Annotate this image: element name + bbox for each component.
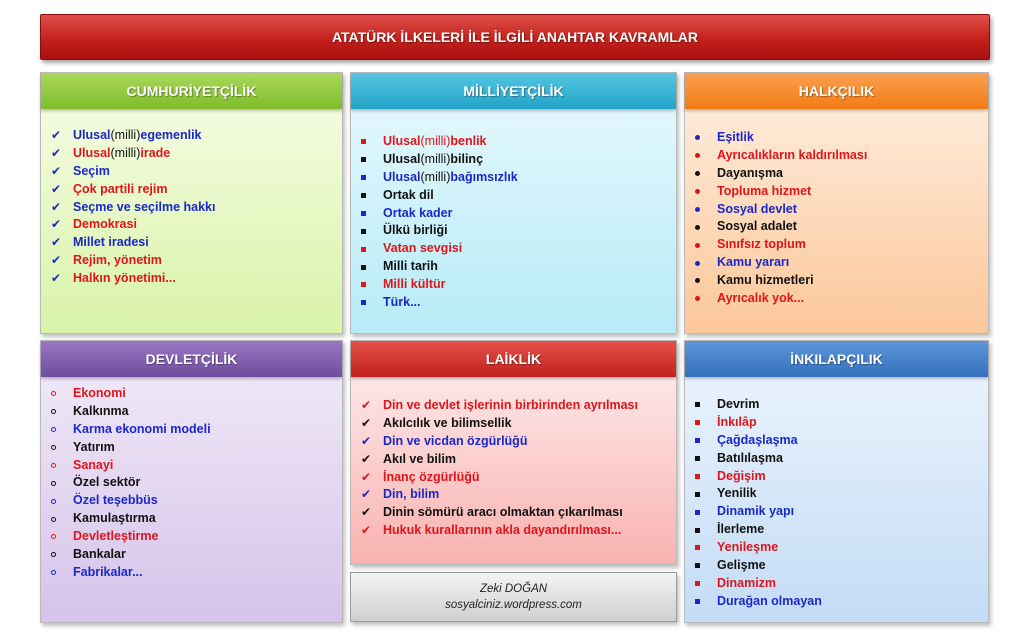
card-heading: MİLLİYETÇİLİK: [351, 73, 676, 109]
check-icon: [361, 504, 383, 522]
check-icon: [361, 415, 383, 433]
list-item: Ulusal (milli) benlik: [361, 133, 676, 151]
round-bullet-icon: [695, 147, 717, 165]
list-item: ✔ Dinin sömürü aracı olmaktan çıkarılması: [361, 504, 676, 522]
check-icon: [51, 145, 73, 163]
ring-bullet-icon: [51, 457, 73, 475]
card-devletcilik: [40, 340, 343, 623]
list-item: İnkılâp: [695, 414, 988, 432]
square-bullet-icon: [695, 432, 717, 450]
card-milliyetcilik: [350, 72, 677, 334]
round-bullet-icon: [695, 129, 717, 147]
check-icon: [361, 522, 383, 540]
list-item: Devrim: [695, 396, 988, 414]
check-icon: [51, 234, 73, 252]
list-item: Özel teşebbüs: [51, 492, 342, 510]
list-item: Sanayi: [51, 457, 342, 475]
list-item: ✔ Çok partili rejim: [51, 181, 342, 199]
list-item: ✔ Rejim, yönetim: [51, 252, 342, 270]
list-item: ✔ Demokrasi: [51, 216, 342, 234]
list-item: ✔ Seçme ve seçilme hakkı: [51, 199, 342, 217]
list-item: ✔ Seçim: [51, 163, 342, 181]
ring-bullet-icon: [51, 421, 73, 439]
card-heading: İNKILAPÇILIK: [685, 341, 988, 377]
list-item: ✔ Halkın yönetimi...: [51, 270, 342, 288]
square-bullet-icon: [695, 593, 717, 611]
square-bullet-icon: [695, 468, 717, 486]
list-item: Ulusal (milli) bilinç: [361, 151, 676, 169]
list-item: ✔ Ulusal (milli) irade: [51, 145, 342, 163]
list-item: Ayrıcalıkların kaldırılması: [695, 147, 988, 165]
check-icon: [51, 252, 73, 270]
round-bullet-icon: [695, 290, 717, 308]
list-item: Ortak kader: [361, 205, 676, 223]
page-title-banner: [40, 14, 990, 60]
card-heading: LAİKLİK: [351, 341, 676, 377]
list-item: ✔ Akılcılık ve bilimsellik: [361, 415, 676, 433]
round-bullet-icon: [695, 236, 717, 254]
ring-bullet-icon: [51, 403, 73, 421]
list-item: Batılılaşma: [695, 450, 988, 468]
round-bullet-icon: [695, 201, 717, 219]
ring-bullet-icon: [51, 528, 73, 546]
list-item: Karma ekonomi modeli: [51, 421, 342, 439]
ring-bullet-icon: [51, 492, 73, 510]
square-bullet-icon: [361, 276, 383, 294]
list-item: Sınıfsız toplum: [695, 236, 988, 254]
list-item: Yenileşme: [695, 539, 988, 557]
list-item: Topluma hizmet: [695, 183, 988, 201]
list-item: ✔ Hukuk kurallarının akla dayandırılması...: [361, 522, 676, 540]
round-bullet-icon: [695, 254, 717, 272]
list-item: ✔ Millet iradesi: [51, 234, 342, 252]
check-icon: [51, 127, 73, 145]
ring-bullet-icon: [51, 546, 73, 564]
list-item: İlerleme: [695, 521, 988, 539]
list-item: Kamu yararı: [695, 254, 988, 272]
square-bullet-icon: [361, 240, 383, 258]
list-item: ✔ Ulusal (milli) egemenlik: [51, 127, 342, 145]
check-icon: [51, 270, 73, 288]
concept-list: [685, 377, 988, 611]
square-bullet-icon: [695, 414, 717, 432]
page-title: ATATÜRK İLKELERİ İLE İLGİLİ ANAHTAR KAVRAMLAR: [331, 29, 699, 45]
check-icon: [361, 469, 383, 487]
list-item: ✔ İnanç özgürlüğü: [361, 469, 676, 487]
square-bullet-icon: [695, 521, 717, 539]
list-item: Değişim: [695, 468, 988, 486]
list-item: Özel sektör: [51, 474, 342, 492]
square-bullet-icon: [361, 222, 383, 240]
square-bullet-icon: [695, 539, 717, 557]
check-icon: [361, 433, 383, 451]
card-cumhuriyetcilik: [40, 72, 343, 334]
list-item: Durağan olmayan: [695, 593, 988, 611]
round-bullet-icon: [695, 183, 717, 201]
round-bullet-icon: [695, 272, 717, 290]
list-item: Kalkınma: [51, 403, 342, 421]
ring-bullet-icon: [51, 510, 73, 528]
list-item: Yenilik: [695, 485, 988, 503]
list-item: Eşitlik: [695, 129, 988, 147]
list-item: Kamulaştırma: [51, 510, 342, 528]
card-heading: DEVLETÇİLİK: [41, 341, 342, 377]
card-halkcilik: [684, 72, 989, 334]
list-item: Fabrikalar...: [51, 564, 342, 582]
author-website: sosyalciniz.wordpress.com: [445, 599, 582, 611]
author-signature-box: [350, 572, 677, 622]
ring-bullet-icon: [51, 564, 73, 582]
concept-list: [41, 377, 342, 582]
list-item: ✔ Din, bilim: [361, 486, 676, 504]
list-item: Yatırım: [51, 439, 342, 457]
square-bullet-icon: [695, 450, 717, 468]
square-bullet-icon: [361, 258, 383, 276]
ring-bullet-icon: [51, 474, 73, 492]
list-item: Milli kültür: [361, 276, 676, 294]
concept-list: [351, 377, 676, 540]
check-icon: [51, 216, 73, 234]
check-icon: [361, 486, 383, 504]
card-inkilapcilik: [684, 340, 989, 623]
list-item: ✔ Din ve devlet işlerinin birbirinden ayrılması: [361, 397, 676, 415]
round-bullet-icon: [695, 218, 717, 236]
round-bullet-icon: [695, 165, 717, 183]
list-item: Dinamizm: [695, 575, 988, 593]
list-item: Bankalar: [51, 546, 342, 564]
list-item: Sosyal adalet: [695, 218, 988, 236]
list-item: Ortak dil: [361, 187, 676, 205]
square-bullet-icon: [361, 169, 383, 187]
list-item: Ulusal (milli) bağımsızlık: [361, 169, 676, 187]
list-item: Milli tarih: [361, 258, 676, 276]
square-bullet-icon: [695, 485, 717, 503]
list-item: Vatan sevgisi: [361, 240, 676, 258]
list-item: Gelişme: [695, 557, 988, 575]
square-bullet-icon: [695, 503, 717, 521]
square-bullet-icon: [361, 133, 383, 151]
check-icon: [361, 397, 383, 415]
square-bullet-icon: [361, 294, 383, 312]
square-bullet-icon: [361, 187, 383, 205]
author-name: Zeki DOĞAN: [479, 583, 548, 595]
list-item: Ülkü birliği: [361, 222, 676, 240]
list-item: Türk...: [361, 294, 676, 312]
square-bullet-icon: [361, 205, 383, 223]
concept-list: [685, 109, 988, 308]
card-laiklik: [350, 340, 677, 565]
ring-bullet-icon: [51, 385, 73, 403]
check-icon: [51, 181, 73, 199]
ring-bullet-icon: [51, 439, 73, 457]
list-item: Dayanışma: [695, 165, 988, 183]
check-icon: [51, 199, 73, 217]
list-item: Kamu hizmetleri: [695, 272, 988, 290]
card-heading: HALKÇILIK: [685, 73, 988, 109]
list-item: Ekonomi: [51, 385, 342, 403]
list-item: Çağdaşlaşma: [695, 432, 988, 450]
square-bullet-icon: [695, 396, 717, 414]
list-item: Ayrıcalık yok...: [695, 290, 988, 308]
check-icon: [51, 163, 73, 181]
square-bullet-icon: [695, 575, 717, 593]
card-heading: CUMHURİYETÇİLİK: [41, 73, 342, 109]
square-bullet-icon: [695, 557, 717, 575]
check-icon: [361, 451, 383, 469]
list-item: Devletleştirme: [51, 528, 342, 546]
list-item: Sosyal devlet: [695, 201, 988, 219]
list-item: ✔ Akıl ve bilim: [361, 451, 676, 469]
square-bullet-icon: [361, 151, 383, 169]
list-item: ✔ Din ve vicdan özgürlüğü: [361, 433, 676, 451]
list-item: Dinamik yapı: [695, 503, 988, 521]
concept-list: [41, 109, 342, 288]
concept-list: [351, 109, 676, 312]
